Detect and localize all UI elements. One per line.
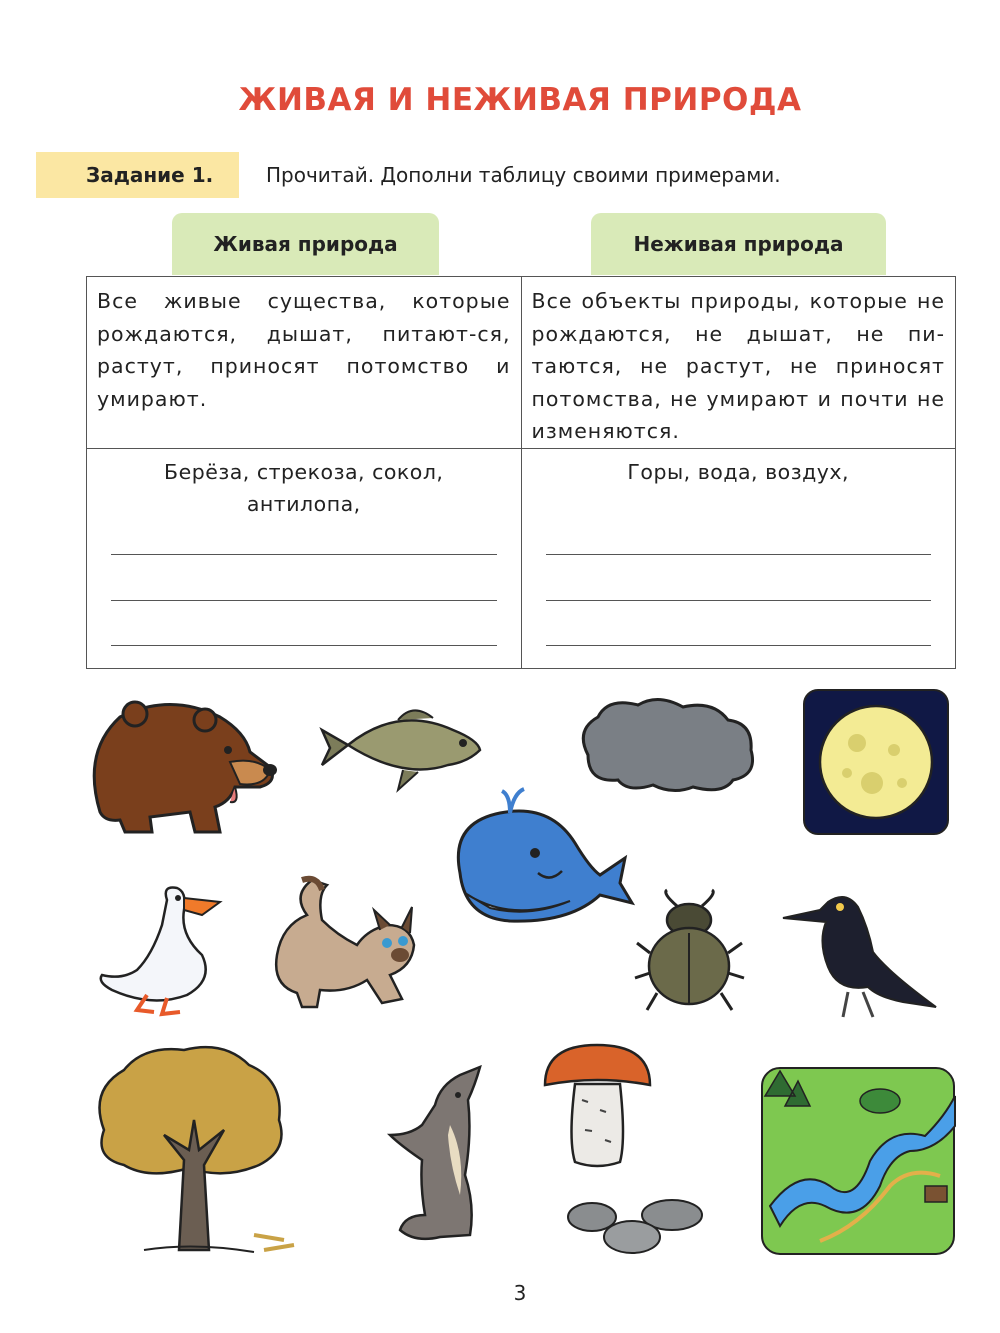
write-line[interactable] <box>546 554 932 555</box>
write-line[interactable] <box>111 645 497 646</box>
write-line[interactable] <box>546 645 932 646</box>
nonliving-definition: Все объекты природы, которые не рождаются, не дышат, не пи-таются, не растут, не приносят потомства, не умирают и почти не изменяются. <box>531 289 945 443</box>
moon-picture <box>802 688 950 836</box>
wolf-picture <box>380 1065 492 1248</box>
mushroom-picture <box>540 1040 655 1170</box>
task-instruction: Прочитай. Дополни таблицу своими примерами. <box>266 163 781 187</box>
nonliving-examples-cell[interactable] <box>521 448 956 668</box>
living-examples-line2: антилопа, <box>246 491 361 516</box>
nonliving-examples <box>522 449 956 488</box>
living-examples-cell[interactable] <box>87 448 522 668</box>
nature-table <box>86 276 956 669</box>
stones-picture <box>562 1195 714 1257</box>
living-examples <box>87 449 521 520</box>
nonliving-examples-line1: Горы, вода, воздух, <box>627 459 850 484</box>
living-examples-line1: Берёза, стрекоза, сокол, <box>164 459 444 484</box>
fish-picture <box>318 700 486 795</box>
crow-picture <box>778 882 940 1024</box>
page-number: 3 <box>513 1281 527 1305</box>
nonliving-nature-header: Неживая природа <box>591 213 886 275</box>
write-line[interactable] <box>111 554 497 555</box>
cloud-picture <box>573 695 763 795</box>
write-line[interactable] <box>546 600 932 601</box>
write-line[interactable] <box>111 600 497 601</box>
task-badge <box>36 152 239 198</box>
goose-picture <box>92 880 227 1020</box>
beetle-picture <box>632 888 747 1013</box>
task-label: Задание 1. <box>86 163 214 187</box>
living-nature-header: Живая природа <box>172 213 439 275</box>
nonliving-definition-cell <box>521 277 956 449</box>
landscape-picture <box>760 1066 956 1256</box>
bear-picture <box>80 692 280 842</box>
tree-picture <box>84 1040 299 1262</box>
cat-picture <box>262 875 427 1015</box>
whale-picture <box>450 783 635 925</box>
page-title: ЖИВАЯ И НЕЖИВАЯ ПРИРОДА <box>238 82 802 118</box>
living-definition-cell <box>87 277 522 449</box>
living-definition: Все живые существа, которые рождаются, дышат, питают-ся, растут, приносят потомство и умирают. <box>97 289 511 411</box>
